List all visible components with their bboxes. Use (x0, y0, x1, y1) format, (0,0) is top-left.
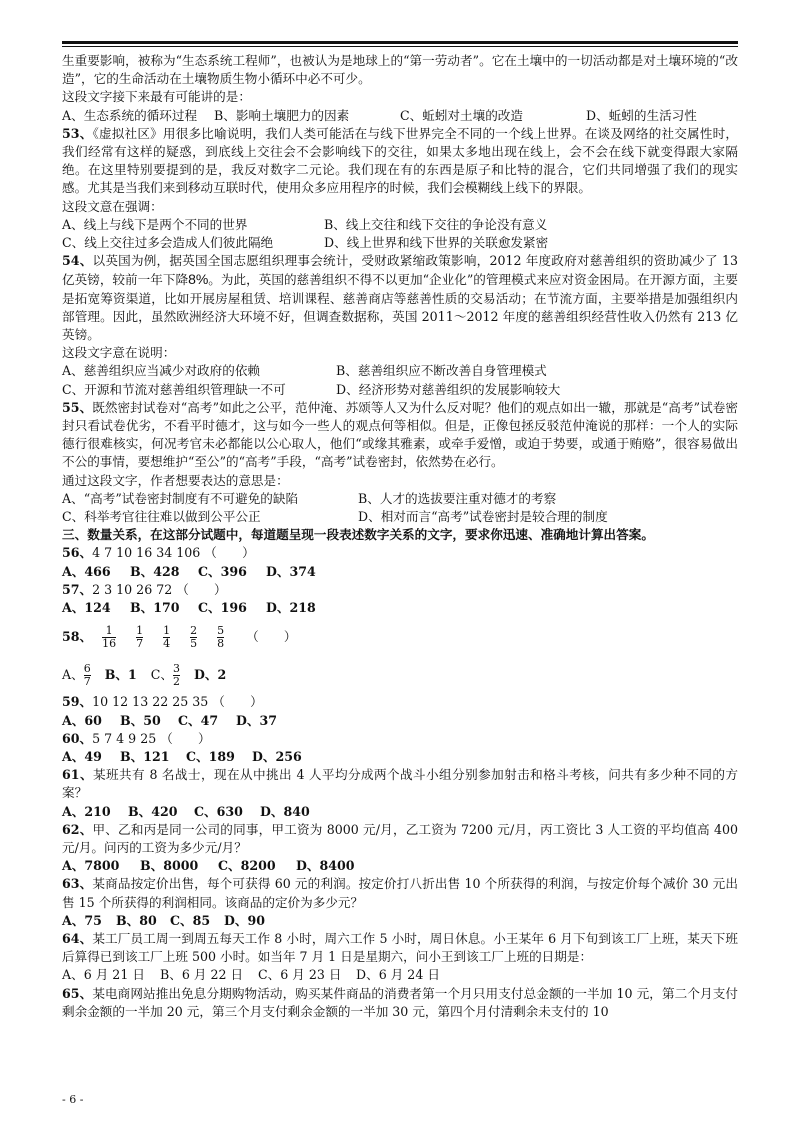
q61-options (62, 803, 738, 821)
q64-options (62, 966, 738, 984)
q53-options-row1 (62, 216, 738, 234)
q52-options (62, 107, 738, 125)
q55-option-a: A、“高考”试卷密封制度有不可避免的缺陷 (62, 490, 299, 506)
q60-number: 60、 (62, 730, 93, 746)
q63-number: 63、 (62, 876, 93, 892)
q57-option-d: D、218 (266, 600, 316, 616)
q53-prompt: 这段文意在强调： (62, 198, 163, 214)
denominator: 7 (136, 636, 144, 650)
q60-options (62, 748, 738, 766)
q54-prompt: 这段文字意在说明： (62, 345, 176, 361)
q59-option-c: C、47 (178, 712, 219, 728)
q56-sequence: 4 7 10 16 34 106 （ ） (92, 545, 255, 561)
q55-text: 既然密封试卷对“高考”如此之公平，范仲淹、苏颂等人又为什么反对呢？他们的观点如出一辙，那就是“高考”试卷密封只看试卷优劣，不看平时德才，这与如今一些人的观点何等相似。但是，正像包拯反驳范仲淹说的那样：一个人的实际德行很难核实，何况考官未必都能以公心取人，他们“或缘其雅素，或牵手爱憎，或迫于势要，或通于贿赂”，很容易做出不公的事情，要想维护“至公”的“高考”手段，“高考”试卷密封，依然势在必行。 (62, 399, 738, 470)
q53-number: 53、 (62, 125, 93, 141)
q52-option-c: C、蚯蚓对土壤的改造 (400, 107, 523, 123)
q55-option-d: D、相对而言“高考”试卷密封是较合理的制度 (358, 509, 608, 525)
q52-option-a: A、生态系统的循环过程 (62, 107, 198, 123)
q54-number: 54、 (62, 253, 93, 269)
q53-option-d: D、线上世界和线下世界的关联愈发紧密 (324, 235, 549, 251)
numerator: 5 (217, 623, 225, 637)
q52-prompt: 这段文字接下来最有可能讲的是： (62, 89, 251, 105)
q57-options (62, 599, 738, 617)
q58-option-c-label: C、 (150, 667, 173, 683)
q65-text: 某电商网站推出免息分期购物活动，购买某件商品的消费者第一个月只用支付总金额的一半加 10 元，第二个月支付剩余金额的一半加 20 元，第三个月支付剩余金额的一半加 30 元，第四个月付清剩余未支付的 10 (62, 985, 738, 1019)
section-3-heading: 三、数量关系，在这部分试题中，每道题呈现一段表述数字关系的文字，要求你迅速、准确地计算出答案。 (62, 527, 654, 543)
q58-fraction-2 (136, 625, 143, 650)
q56-stem (62, 544, 738, 562)
q64-option-c: C、6 月 23 日 (258, 967, 342, 983)
numerator: 2 (190, 623, 198, 637)
q55-options-row2 (62, 508, 738, 526)
q57-option-c: C、196 (198, 600, 247, 616)
q62-stem (62, 821, 738, 857)
q61-text: 某班共有 8 名战士，现在从中挑出 4 人平均分成两个战斗小组分别参加射击和格斗考核，问共有多少种不同的方案？ (62, 767, 738, 801)
q64-option-b: B、6 月 22 日 (160, 967, 244, 983)
q63-options (62, 912, 738, 930)
q55-option-c: C、科举考官往往难以做到公平公正 (62, 509, 261, 525)
numerator: 1 (136, 623, 144, 637)
q56-option-d: D、374 (266, 563, 316, 579)
q60-option-b: B、121 (120, 748, 170, 764)
q52-option-d: D、蚯蚓的生活习性 (586, 107, 697, 123)
q56-option-c: C、396 (198, 563, 247, 579)
denominator: 4 (163, 636, 171, 650)
q64-number: 64、 (62, 930, 93, 946)
q54-option-c: C、开源和节流对慈善组织管理缺一不可 (62, 381, 286, 397)
q62-options (62, 857, 738, 875)
q62-number: 62、 (62, 821, 93, 837)
q62-option-b: B、8000 (140, 858, 199, 874)
q63-option-d: D、90 (224, 912, 266, 928)
q62-option-c: C、8200 (218, 858, 276, 874)
q58-fraction-4 (190, 625, 197, 650)
q59-options (62, 712, 738, 730)
q63-text: 某商品按定价出售，每个可获得 60 元的利润。按定价打八折出售 10 个所获得的利润，与按定价每个减价 30 元出售 15 个所获得的利润相同。该商品的定价为多少元？ (62, 876, 738, 910)
q53-option-c: C、线上交往过多会造成人们彼此隔绝 (62, 235, 274, 251)
q60-option-a: A、49 (62, 748, 102, 764)
q59-option-d: D、37 (236, 712, 278, 728)
q58-option-b: B、1 (104, 667, 137, 683)
q57-number: 57、 (62, 581, 93, 597)
q52-continuation: 生重要影响，被称为“生态系统工程师”，也被认为是地球上的“第一劳动者”。它在土壤中的一切活动都是对土壤环境的“改造”，它的生命活动在土壤物质生物小循环中必不可少。 (62, 53, 738, 87)
q60-sequence: 5 7 4 9 25 （ ） (92, 730, 211, 746)
q58-option-d: D、2 (193, 667, 227, 683)
q63-option-a: A、75 (62, 912, 102, 928)
q59-sequence: 10 12 13 22 25 35 （ ） (92, 694, 263, 710)
q56-options (62, 563, 738, 581)
q58-option-a-label: A、 (62, 667, 84, 683)
numerator: 6 (83, 661, 91, 675)
q64-option-a: A、6 月 21 日 (62, 967, 145, 983)
denominator: 16 (102, 636, 117, 650)
q61-stem (62, 766, 738, 802)
q62-option-d: D、8400 (296, 858, 355, 874)
q57-option-a: A、124 (62, 600, 111, 616)
denominator: 2 (172, 674, 180, 688)
q63-option-c: C、85 (170, 912, 211, 928)
q64-stem (62, 930, 738, 966)
q64-text: 某工厂员工周一到周五每天工作 8 小时，周六工作 5 小时，周日休息。小王某年 6 月下旬到该工厂上班，某天下班后算得已到该工厂上班 500 小时。如当年 7 月 1 日是星期六，问小王到该工厂上班的日期是： (62, 930, 738, 965)
denominator: 5 (190, 636, 198, 650)
q54-percent: 8% (188, 271, 209, 288)
q53-text: 《虚拟社区》用很多比喻说明，我们人类可能活在与线下世界完全不同的一个线上世界。在谈及网络的社交属性时，我们经常有这样的疑惑，到底线上交往会不会影响线下的交往，如果太多地出现在线上，会不会在线下就变得跟大家隔绝。在这里特别要提到的是，我反对数字二元论。我们现在有的东西是原子和比特的混合，它们共同增强了我们的现实感。尤其是当我们来到移动互联时代，使用众多应用程序的时候，我们会模糊线上线下的界限。 (62, 125, 738, 196)
q61-option-a: A、210 (62, 803, 111, 819)
q61-option-c: C、630 (194, 803, 243, 819)
q55-prompt: 通过这段文字，作者想要表达的意思是： (62, 472, 289, 488)
page-number: - 6 - (62, 1093, 84, 1106)
q61-option-d: D、840 (260, 803, 310, 819)
q55-number: 55、 (62, 399, 93, 415)
q56-option-a: A、466 (62, 563, 111, 579)
q58-option-a-fraction (84, 663, 91, 688)
q52-option-b: B、影响土壤肥力的因素 (214, 107, 350, 123)
q58-stem (62, 617, 738, 657)
q54-text-a: 以英国为例，据英国全国志愿组织理事会统计，受财政紧缩政策影响，2012 年度政府对慈善组织的资助减少了 13 亿英镑，较前一年下降 (62, 253, 738, 288)
q58-fraction-3 (163, 625, 170, 650)
q61-option-b: B、420 (128, 803, 178, 819)
q53-options-row2 (62, 234, 738, 252)
q55-options-row1 (62, 490, 738, 508)
q62-option-a: A、7800 (62, 858, 120, 874)
q61-number: 61、 (62, 767, 93, 783)
q60-option-c: C、189 (186, 748, 235, 764)
q60-option-d: D、256 (252, 748, 302, 764)
q59-option-a: A、60 (62, 712, 102, 728)
numerator: 1 (105, 623, 113, 637)
q57-option-b: B、170 (130, 600, 180, 616)
header-rule-thin (62, 46, 738, 47)
denominator: 8 (217, 636, 225, 650)
q54-option-a: A、慈善组织应当减少对政府的依赖 (62, 363, 261, 379)
q54-option-b: B、慈善组织应不断改善自身管理模式 (336, 363, 547, 379)
q53-option-a: A、线上与线下是两个不同的世界 (62, 216, 248, 232)
q54-options-row1 (62, 362, 738, 380)
q59-option-b: B、50 (120, 712, 161, 728)
q63-option-b: B、80 (116, 912, 157, 928)
q56-option-b: B、428 (130, 563, 180, 579)
q54-stem (62, 252, 738, 344)
header-rule-thick (62, 41, 738, 44)
q60-stem (62, 730, 738, 748)
q56-number: 56、 (62, 545, 93, 561)
q55-option-b: B、人才的选拔要注重对德才的考察 (358, 490, 557, 506)
numerator: 1 (163, 623, 171, 637)
q54-text-b: 。为此，英国的慈善组织不得不以更加“企业化”的管理模式来应对资金困局。在开源方面，主要是拓宽筹资渠道，比如开展房屋租赁、培训课程、慈善商店等慈善性质的交易活动；在节流方面，主要举措是加强组织内部管理。因此，虽然欧洲经济大环境不好，但调查数据称，英国 2011～2012 年度的慈善组织经营性收入仍然有 213 亿英镑。 (62, 272, 738, 343)
q65-number: 65、 (62, 985, 93, 1001)
q58-fraction-5 (217, 625, 224, 650)
q65-stem (62, 985, 738, 1021)
document-body (62, 52, 738, 1021)
q57-stem (62, 581, 738, 599)
q58-options (62, 657, 738, 693)
q54-options-row2 (62, 381, 738, 399)
q63-stem (62, 875, 738, 911)
q55-stem (62, 399, 738, 472)
q58-blank: （ ） (246, 629, 297, 645)
q58-number: 58、 (62, 629, 93, 645)
q59-number: 59、 (62, 694, 93, 710)
denominator: 7 (83, 674, 91, 688)
q54-option-d: D、经济形势对慈善组织的发展影响较大 (336, 381, 561, 397)
numerator: 3 (172, 661, 180, 675)
q59-stem (62, 693, 738, 711)
q53-option-b: B、线上交往和线下交往的争论没有意义 (324, 216, 548, 232)
q58-option-c-fraction (173, 663, 180, 688)
q53-stem (62, 125, 738, 198)
q58-fraction-1 (102, 625, 116, 650)
q57-sequence: 2 3 10 26 72 （ ） (92, 581, 227, 597)
q62-text: 甲、乙和丙是同一公司的同事，甲工资为 8000 元/月，乙工资为 7200 元/月，丙工资比 3 人工资的平均值高 400 元/月。问丙的工资为多少元/月？ (62, 821, 738, 855)
q64-option-d: D、6 月 24 日 (356, 967, 440, 983)
